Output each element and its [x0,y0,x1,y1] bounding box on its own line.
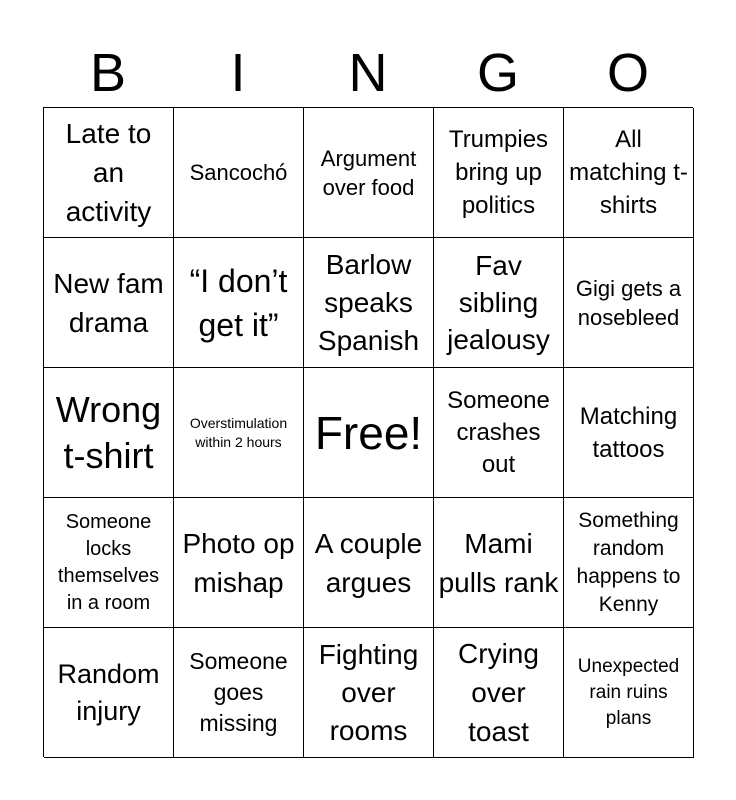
cell-label: Barlow speaks Spanish [317,248,420,356]
cell-label: Crying over toast [458,638,539,747]
cell-label: Late to an activity [65,118,152,227]
cell-label: Sancochó [189,159,288,185]
bingo-board [43,107,693,757]
bingo-cell[interactable] [174,108,304,238]
bingo-cell[interactable] [174,628,304,758]
cell-label: Matching tattoos [579,402,678,463]
cell-label: Mami pulls rank [438,527,559,598]
cell-label: Someone goes missing [189,648,288,736]
bingo-cell[interactable] [434,498,564,628]
bingo-cell[interactable] [564,368,694,498]
bingo-cell[interactable] [174,368,304,498]
bingo-cell[interactable] [434,238,564,368]
cell-label: Free! [314,406,423,459]
cell-label: Someone locks themselves in a room [57,510,160,614]
cell-label: All matching t-shirts [569,126,688,219]
header-letter-b: B [89,43,127,103]
cell-label: Wrong t-shirt [55,388,162,476]
bingo-header [43,38,693,108]
bingo-cell[interactable] [44,498,174,628]
cell-label: Random injury [57,658,160,726]
bingo-cell[interactable] [44,368,174,498]
bingo-cell[interactable] [434,108,564,238]
bingo-cell[interactable] [44,108,174,238]
bingo-cell[interactable] [44,238,174,368]
cell-label: Unexpected rain ruins plans [577,655,680,729]
cell-label: Fighting over rooms [318,638,419,746]
cell-label: “I don’t get it” [189,262,288,343]
bingo-cell[interactable] [564,628,694,758]
cell-label: Argument over food [320,145,417,200]
cell-label: A couple argues [314,527,423,598]
cell-label: Trumpies bring up politics [448,126,549,219]
header-letter-g: G [476,43,519,103]
cell-label: Overstimulation within 2 hours [189,414,288,450]
cell-label: Gigi gets a nosebleed [575,275,682,330]
bingo-cell[interactable] [304,628,434,758]
bingo-cell[interactable] [304,238,434,368]
cell-label: Photo op mishap [182,527,295,598]
header-letter-o: O [606,43,649,103]
bingo-cell[interactable] [304,108,434,238]
cell-label: New fam drama [53,267,164,338]
free-space[interactable] [304,368,434,498]
bingo-cell[interactable] [174,498,304,628]
bingo-cell[interactable] [434,368,564,498]
bingo-cell[interactable] [304,498,434,628]
bingo-cell[interactable] [434,628,564,758]
cell-label: Fav sibling jealousy [447,250,550,355]
cell-label: Something random happens to Kenny [576,508,681,616]
bingo-cell[interactable] [44,628,174,758]
bingo-cell[interactable] [564,238,694,368]
bingo-cell[interactable] [174,238,304,368]
bingo-cell[interactable] [564,498,694,628]
cell-label: Someone crashes out [447,386,550,478]
header-letter-n: N [348,43,388,103]
bingo-cell[interactable] [564,108,694,238]
header-letter-i: I [230,43,246,103]
